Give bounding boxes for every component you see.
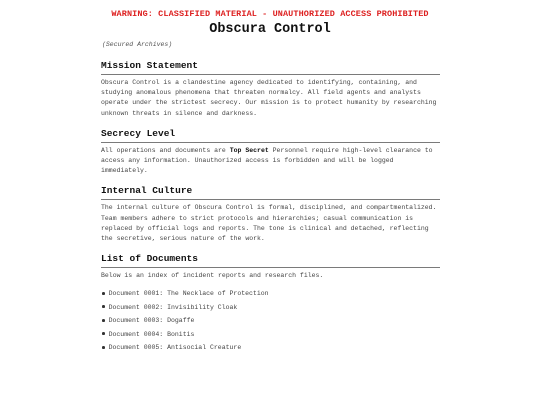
- document-list-item[interactable]: [101, 289, 440, 303]
- main-content: [101, 60, 440, 357]
- culture-section: [101, 185, 440, 244]
- culture-body: The internal culture of Obscura Control is formal, disciplined, and compartmentalized. Team members adhere to strict protocols and hierarchies; casual communication is replaced by official logs and reports. The tone is clinical and detached, reflecting the secretive, serious nature of the work.: [101, 204, 437, 243]
- classified-warning-banner: WARNING: CLASSIFIED MATERIAL - UNAUTHORIZED ACCESS PROHIBITED: [111, 9, 429, 19]
- secrecy-body-start: All operations and documents are: [101, 146, 230, 154]
- page-title: Obscura Control: [209, 22, 331, 37]
- bullet-icon: [102, 305, 105, 308]
- culture-heading: Internal Culture: [101, 185, 440, 200]
- secrecy-body: [101, 146, 440, 177]
- documents-heading: List of Documents: [101, 253, 440, 268]
- document-list-item[interactable]: [101, 303, 440, 317]
- secrecy-heading: Secrecy Level: [101, 128, 440, 143]
- document-list-item[interactable]: [101, 330, 440, 344]
- document-link[interactable]: Document 0004: Bonitis: [108, 330, 195, 338]
- secrecy-level-label: Top Secret: [229, 146, 269, 154]
- bullet-icon: [102, 332, 105, 335]
- page-subtitle: (Secured Archives): [102, 41, 173, 48]
- documents-intro: Below is an index of incident reports and research files.: [101, 272, 324, 280]
- document-link[interactable]: Document 0003: Dogaffe: [108, 317, 195, 325]
- documents-section: [101, 253, 440, 357]
- mission-heading: Mission Statement: [101, 60, 440, 75]
- secrecy-body-end: Personnel require high-level clearance to access any information. Unauthorized access is forbidden and will be logged immediately.: [101, 146, 433, 175]
- document-list-item[interactable]: [101, 343, 440, 357]
- mission-section: [101, 60, 440, 119]
- bullet-icon: [102, 319, 105, 322]
- document-link[interactable]: Document 0005: Antisocial Creature: [108, 344, 242, 352]
- document-list-item[interactable]: [101, 316, 440, 330]
- mission-body: Obscura Control is a clandestine agency dedicated to identifying, containing, and studying anomalous phenomena that threaten normalcy. All field agents and analysts operate under the strictest secrecy. Our mission is to protect humanity by researching unknown threats in silence and darkness.: [101, 79, 437, 117]
- secrecy-section: [101, 128, 440, 177]
- document-list: [101, 289, 440, 357]
- document-link[interactable]: Document 0001: The Necklace of Protection: [108, 290, 269, 298]
- bullet-icon: [102, 346, 105, 349]
- bullet-icon: [102, 292, 105, 295]
- document-link[interactable]: Document 0002: Invisibility Cloak: [108, 303, 238, 311]
